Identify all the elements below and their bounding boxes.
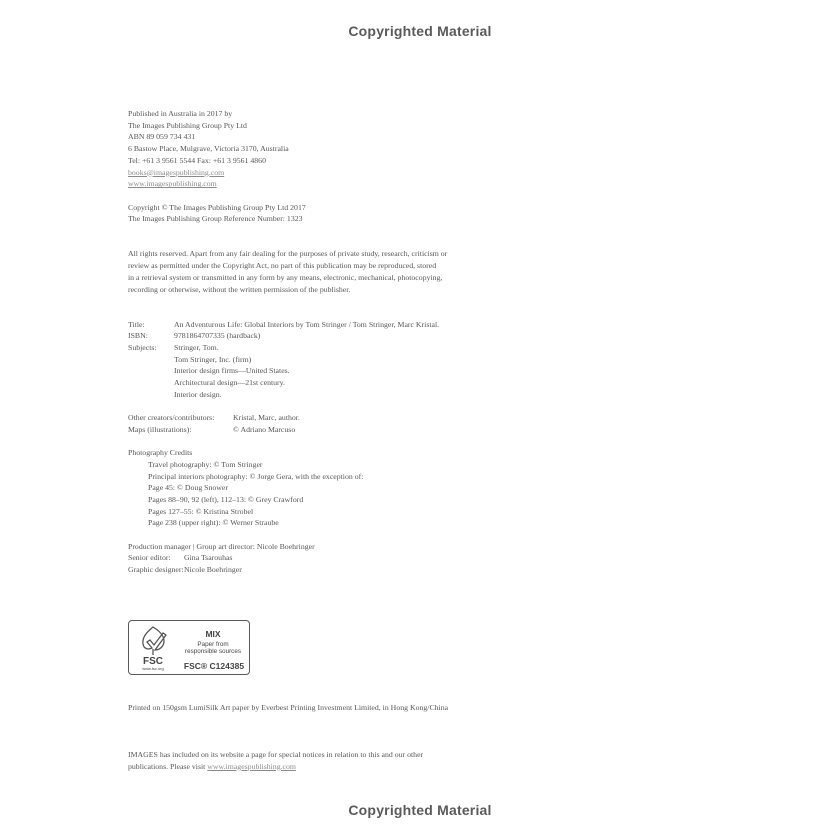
subject-item: Interior design firms—United States. <box>174 366 290 376</box>
notice-line: IMAGES has included on its website a page for special notices in relation to this and our other <box>128 750 424 759</box>
subject-item: Interior design. <box>174 389 222 399</box>
photo-credit-line: Travel photography: © Tom Stringer <box>148 459 263 469</box>
publisher-line: Tel: +61 3 9561 5544 Fax: +61 3 9561 4860 <box>128 155 266 165</box>
staff-credits <box>128 541 508 576</box>
notice-prefix: publications. Please visit <box>128 761 208 771</box>
copyright-page <box>128 108 508 576</box>
rights-line: in a retrieval system or transmitted in any form by any means, electronic, mechanical, photocopying, <box>128 272 443 282</box>
notice-website-link[interactable]: www.imagespublishing.com <box>207 761 296 771</box>
printed-info <box>128 702 728 714</box>
creators-value: Kristal, Marc, author. <box>233 413 300 423</box>
production-manager-line: Production manager | Group art director: Nicole Boehringer <box>128 541 315 551</box>
catalogue-block <box>128 319 508 436</box>
graphic-designer-label: Graphic designer: <box>128 565 184 575</box>
senior-editor-value: Gina Tsarouhas <box>184 553 233 563</box>
fsc-mix-label: MIX <box>205 629 221 639</box>
photography-credits <box>128 447 508 529</box>
photo-credits-heading: Photography Credits <box>128 448 193 458</box>
reference-number-line: The Images Publishing Group Reference Number: 1323 <box>128 214 303 224</box>
publisher-line: 6 Bastow Place, Mulgrave, Victoria 3170, Australia <box>128 144 289 154</box>
fsc-description <box>179 641 247 655</box>
copyright-line: Copyright © The Images Publishing Group Pty Ltd 2017 <box>128 202 306 212</box>
copyrighted-material-banner-top: Copyrighted Material <box>348 23 492 39</box>
graphic-designer-value: Nicole Boehringer <box>184 565 242 575</box>
rights-paragraph <box>128 248 508 295</box>
email-link[interactable]: books@imagespublishing.com <box>128 167 225 177</box>
copyright-block <box>128 202 508 225</box>
fsc-url-text: www.fsc.org <box>142 666 164 671</box>
creators-label: Other creators/contributors: <box>128 413 215 423</box>
publisher-line: ABN 89 059 734 431 <box>128 132 196 142</box>
fsc-tree-checkmark-logo-icon <box>133 624 173 672</box>
isbn-label: ISBN: <box>128 331 148 341</box>
fsc-text-line: Paper from <box>197 641 229 648</box>
fsc-certification-badge <box>128 620 250 675</box>
publisher-line: Published in Australia in 2017 by <box>128 109 233 118</box>
rights-line: review as permitted under the Copyright Act, no part of this publication may be reproduced, stored <box>128 261 437 271</box>
rights-line: recording or otherwise, without the written permission of the publisher. <box>128 284 351 294</box>
fsc-license-code: FSC® C124385 <box>183 661 245 671</box>
photo-credit-line: Page 238 (upper right): © Werner Straube <box>148 518 279 528</box>
photo-credit-line: Principal interiors photography: © Jorge Gera, with the exception of: <box>148 471 364 481</box>
copyrighted-material-banner-bottom: Copyrighted Material <box>348 802 492 818</box>
photo-credit-line: Pages 88–90, 92 (left), 112–13: © Grey Crawford <box>148 494 304 504</box>
title-label: Title: <box>128 319 145 329</box>
publisher-block <box>128 108 508 190</box>
subject-item: Stringer, Tom. <box>174 342 219 352</box>
subject-item: Architectural design—21st century. <box>174 378 285 388</box>
rights-line: All rights reserved. Apart from any fair dealing for the purposes of private study, research, criticism or <box>128 249 448 259</box>
subject-item: Tom Stringer, Inc. (firm) <box>174 354 252 364</box>
maps-value: © Adriano Marcuso <box>233 424 296 434</box>
notice-line <box>128 761 728 773</box>
senior-editor-label: Senior editor: <box>128 553 171 563</box>
maps-label: Maps (illustrations): <box>128 424 192 434</box>
subjects-label: Subjects: <box>128 342 157 352</box>
photo-credit-line: Pages 127–55: © Kristina Strobel <box>148 506 254 516</box>
publisher-line: The Images Publishing Group Pty Ltd <box>128 120 247 130</box>
printed-line: Printed on 150gsm LumiSilk Art paper by Everbest Printing Investment Limited, in Hong Kong/China <box>128 703 449 712</box>
photo-credit-line: Page 45: © Doug Snower <box>148 483 228 493</box>
special-notice <box>128 749 728 772</box>
fsc-logo-text: FSC <box>143 656 163 667</box>
isbn-value: 9781864707335 (hardback) <box>174 331 261 341</box>
title-value: An Adventurous Life: Global Interiors by Tom Stringer / Tom Stringer, Marc Kristal. <box>174 319 440 329</box>
fsc-text-line: responsible sources <box>184 648 241 656</box>
website-link[interactable]: www.imagespublishing.com <box>128 179 217 189</box>
